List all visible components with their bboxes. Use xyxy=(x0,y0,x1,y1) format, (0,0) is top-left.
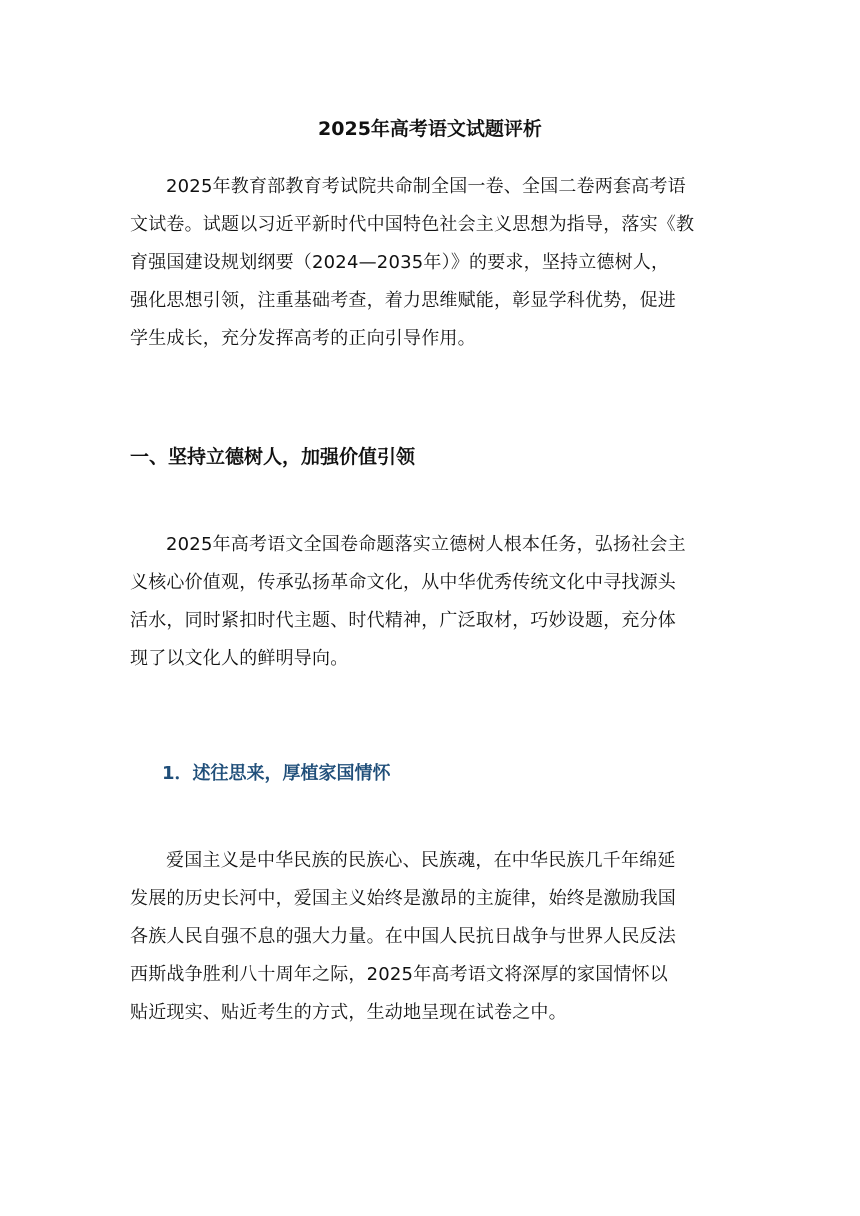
intro-paragraph xyxy=(130,168,730,358)
section-paragraph xyxy=(130,526,730,678)
paragraph-line: 育强国建设规划纲要（2024—2035年）》的要求，坚持立德树人， xyxy=(130,252,670,273)
document-title: 2025年高考语文试题评析 xyxy=(318,118,542,140)
paragraph-line: 学生成长，充分发挥高考的正向引导作用。 xyxy=(130,328,476,349)
paragraph-line: 义核心价值观，传承弘扬革命文化，从中华优秀传统文化中寻找源头 xyxy=(130,572,676,593)
section-heading: 一、坚持立德树人，加强价值引领 xyxy=(130,446,416,468)
paragraph-line: 文试卷。试题以习近平新时代中国特色社会主义思想为指导，落实《教 xyxy=(130,214,695,235)
paragraph-line: 活水，同时紧扣时代主题、时代精神，广泛取材，巧妙设题，充分体 xyxy=(130,610,676,631)
paragraph-line: 贴近现实、贴近考生的方式，生动地呈现在试卷之中。 xyxy=(130,1002,567,1023)
paragraph-line: 2025年高考语文全国卷命题落实立德树人根本任务，弘扬社会主 xyxy=(166,534,686,555)
paragraph-line: 现了以文化人的鲜明导向。 xyxy=(130,648,349,669)
paragraph-line: 强化思想引领，注重基础考查，着力思维赋能，彰显学科优势，促进 xyxy=(130,290,676,311)
paragraph-line: 爱国主义是中华民族的民族心、民族魂，在中华民族几千年绵延 xyxy=(166,850,676,871)
subsection-paragraph xyxy=(130,842,730,1032)
subsection-heading: 1．述往思来，厚植家国情怀 xyxy=(162,763,391,784)
paragraph-line: 2025年教育部教育考试院共命制全国一卷、全国二卷两套高考语 xyxy=(166,176,686,197)
paragraph-line: 发展的历史长河中，爱国主义始终是激昂的主旋律，始终是激励我国 xyxy=(130,888,676,909)
paragraph-line: 各族人民自强不息的强大力量。在中国人民抗日战争与世界人民反法 xyxy=(130,926,676,947)
paragraph-line: 西斯战争胜利八十周年之际，2025年高考语文将深厚的家国情怀以 xyxy=(130,964,669,985)
